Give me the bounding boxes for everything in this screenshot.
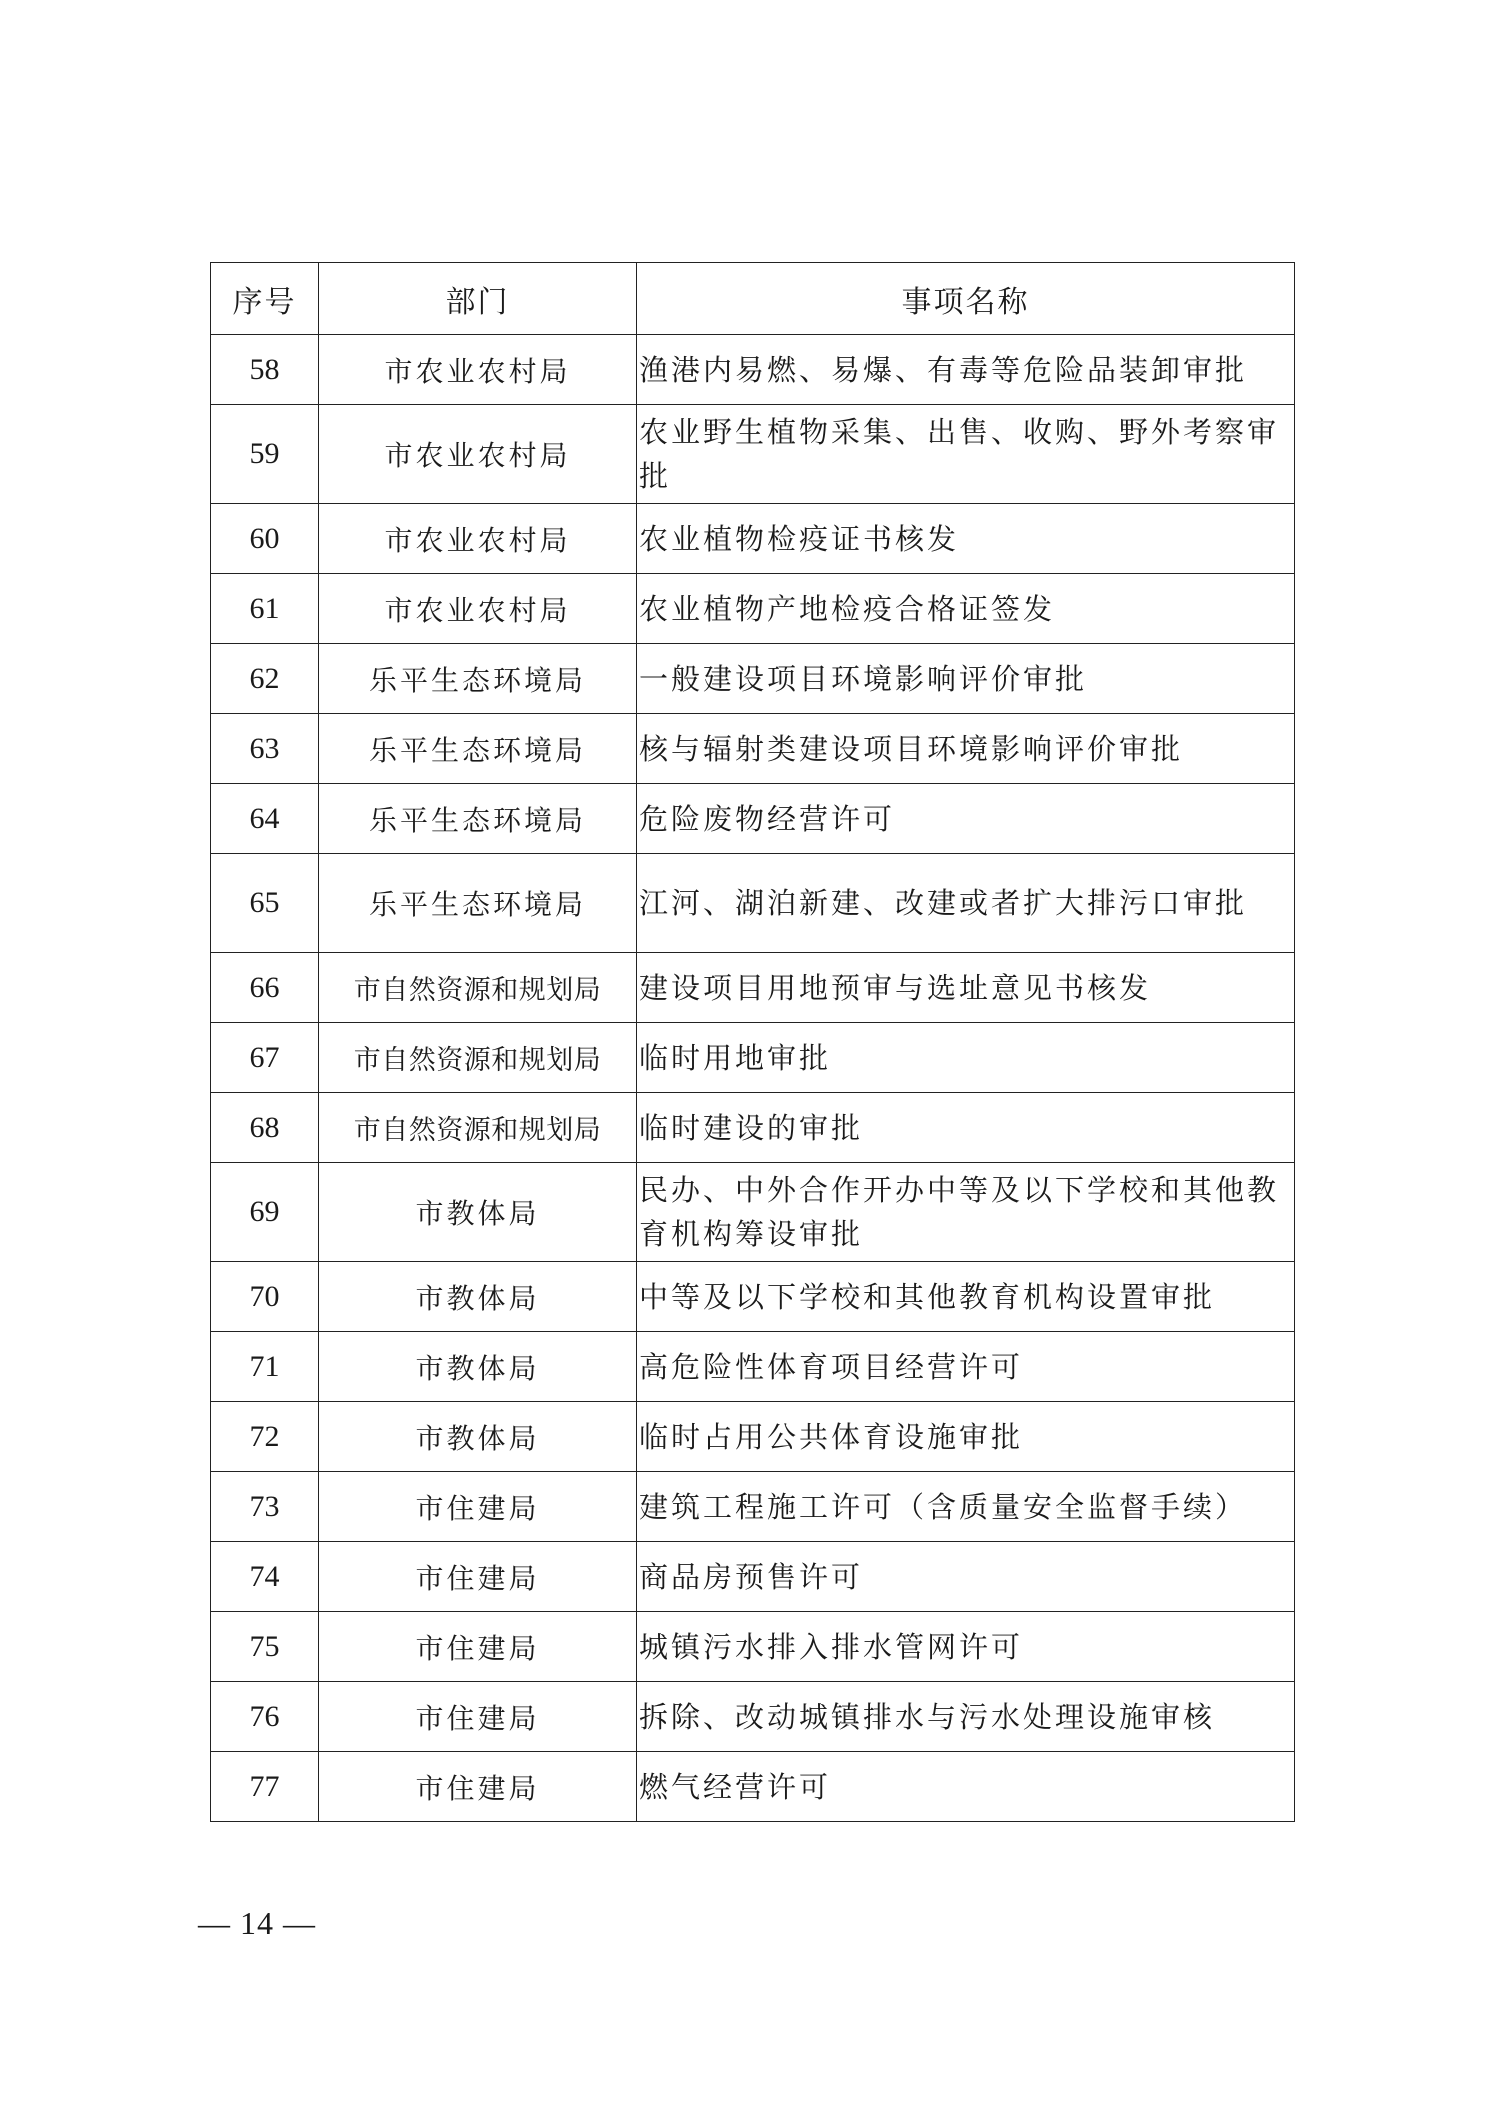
table-row <box>211 1612 1295 1682</box>
table-row <box>211 1023 1295 1093</box>
row-department: 市住建局 <box>319 1682 637 1752</box>
row-item-name: 危险废物经营许可 <box>637 784 1295 854</box>
table-row <box>211 644 1295 714</box>
row-item-name: 拆除、改动城镇排水与污水处理设施审核 <box>637 1682 1295 1752</box>
page-number: — 14 — <box>198 1905 316 1941</box>
table-row <box>211 335 1295 405</box>
row-department: 乐平生态环境局 <box>319 644 637 714</box>
table-row <box>211 1542 1295 1612</box>
row-serial-number: 71 <box>211 1332 319 1402</box>
row-item-name: 一般建设项目环境影响评价审批 <box>637 644 1295 714</box>
row-serial-number: 73 <box>211 1472 319 1542</box>
row-department: 乐平生态环境局 <box>319 854 637 953</box>
row-serial-number: 77 <box>211 1752 319 1822</box>
table-row <box>211 1682 1295 1752</box>
row-item-name: 临时用地审批 <box>637 1023 1295 1093</box>
row-department: 乐平生态环境局 <box>319 714 637 784</box>
row-serial-number: 68 <box>211 1093 319 1163</box>
table-row <box>211 1163 1295 1262</box>
row-department: 市农业农村局 <box>319 504 637 574</box>
row-department: 市教体局 <box>319 1332 637 1402</box>
row-serial-number: 61 <box>211 574 319 644</box>
row-serial-number: 67 <box>211 1023 319 1093</box>
row-item-name: 渔港内易燃、易爆、有毒等危险品装卸审批 <box>637 335 1295 405</box>
row-department: 市住建局 <box>319 1612 637 1682</box>
table-row <box>211 1472 1295 1542</box>
row-item-name: 临时建设的审批 <box>637 1093 1295 1163</box>
table-row <box>211 1262 1295 1332</box>
row-item-name: 临时占用公共体育设施审批 <box>637 1402 1295 1472</box>
row-serial-number: 70 <box>211 1262 319 1332</box>
table-row <box>211 504 1295 574</box>
row-item-name: 江河、湖泊新建、改建或者扩大排污口审批 <box>637 854 1295 953</box>
row-item-name: 中等及以下学校和其他教育机构设置审批 <box>637 1262 1295 1332</box>
row-department: 市自然资源和规划局 <box>319 953 637 1023</box>
row-serial-number: 72 <box>211 1402 319 1472</box>
header-department: 部门 <box>319 263 637 335</box>
row-item-name: 农业植物检疫证书核发 <box>637 504 1295 574</box>
header-serial-number: 序号 <box>211 263 319 335</box>
row-department: 市住建局 <box>319 1472 637 1542</box>
row-item-name: 核与辐射类建设项目环境影响评价审批 <box>637 714 1295 784</box>
row-serial-number: 64 <box>211 784 319 854</box>
header-item-name: 事项名称 <box>637 263 1295 335</box>
table-row <box>211 784 1295 854</box>
row-item-name: 民办、中外合作开办中等及以下学校和其他教育机构筹设审批 <box>637 1163 1295 1262</box>
row-department: 市教体局 <box>319 1402 637 1472</box>
approval-items-table <box>210 262 1295 1822</box>
row-item-name: 建设项目用地预审与选址意见书核发 <box>637 953 1295 1023</box>
row-department: 乐平生态环境局 <box>319 784 637 854</box>
row-item-name: 农业植物产地检疫合格证签发 <box>637 574 1295 644</box>
table-row <box>211 405 1295 504</box>
row-serial-number: 66 <box>211 953 319 1023</box>
row-serial-number: 74 <box>211 1542 319 1612</box>
row-department: 市住建局 <box>319 1752 637 1822</box>
row-department: 市教体局 <box>319 1163 637 1262</box>
row-department: 市农业农村局 <box>319 335 637 405</box>
table-header-row <box>211 263 1295 335</box>
row-serial-number: 69 <box>211 1163 319 1262</box>
row-serial-number: 75 <box>211 1612 319 1682</box>
table-row <box>211 953 1295 1023</box>
table-row <box>211 1093 1295 1163</box>
row-item-name: 农业野生植物采集、出售、收购、野外考察审批 <box>637 405 1295 504</box>
table-row <box>211 854 1295 953</box>
row-department: 市自然资源和规划局 <box>319 1093 637 1163</box>
row-department: 市住建局 <box>319 1542 637 1612</box>
row-item-name: 高危险性体育项目经营许可 <box>637 1332 1295 1402</box>
row-department: 市农业农村局 <box>319 405 637 504</box>
row-item-name: 城镇污水排入排水管网许可 <box>637 1612 1295 1682</box>
table-row <box>211 1402 1295 1472</box>
table-row <box>211 714 1295 784</box>
row-serial-number: 58 <box>211 335 319 405</box>
table-row <box>211 1752 1295 1822</box>
row-serial-number: 59 <box>211 405 319 504</box>
table-row <box>211 1332 1295 1402</box>
row-item-name: 商品房预售许可 <box>637 1542 1295 1612</box>
row-serial-number: 65 <box>211 854 319 953</box>
row-department: 市农业农村局 <box>319 574 637 644</box>
row-department: 市自然资源和规划局 <box>319 1023 637 1093</box>
table-row <box>211 574 1295 644</box>
row-department: 市教体局 <box>319 1262 637 1332</box>
row-item-name: 建筑工程施工许可（含质量安全监督手续） <box>637 1472 1295 1542</box>
row-serial-number: 76 <box>211 1682 319 1752</box>
row-serial-number: 60 <box>211 504 319 574</box>
row-item-name: 燃气经营许可 <box>637 1752 1295 1822</box>
row-serial-number: 62 <box>211 644 319 714</box>
row-serial-number: 63 <box>211 714 319 784</box>
